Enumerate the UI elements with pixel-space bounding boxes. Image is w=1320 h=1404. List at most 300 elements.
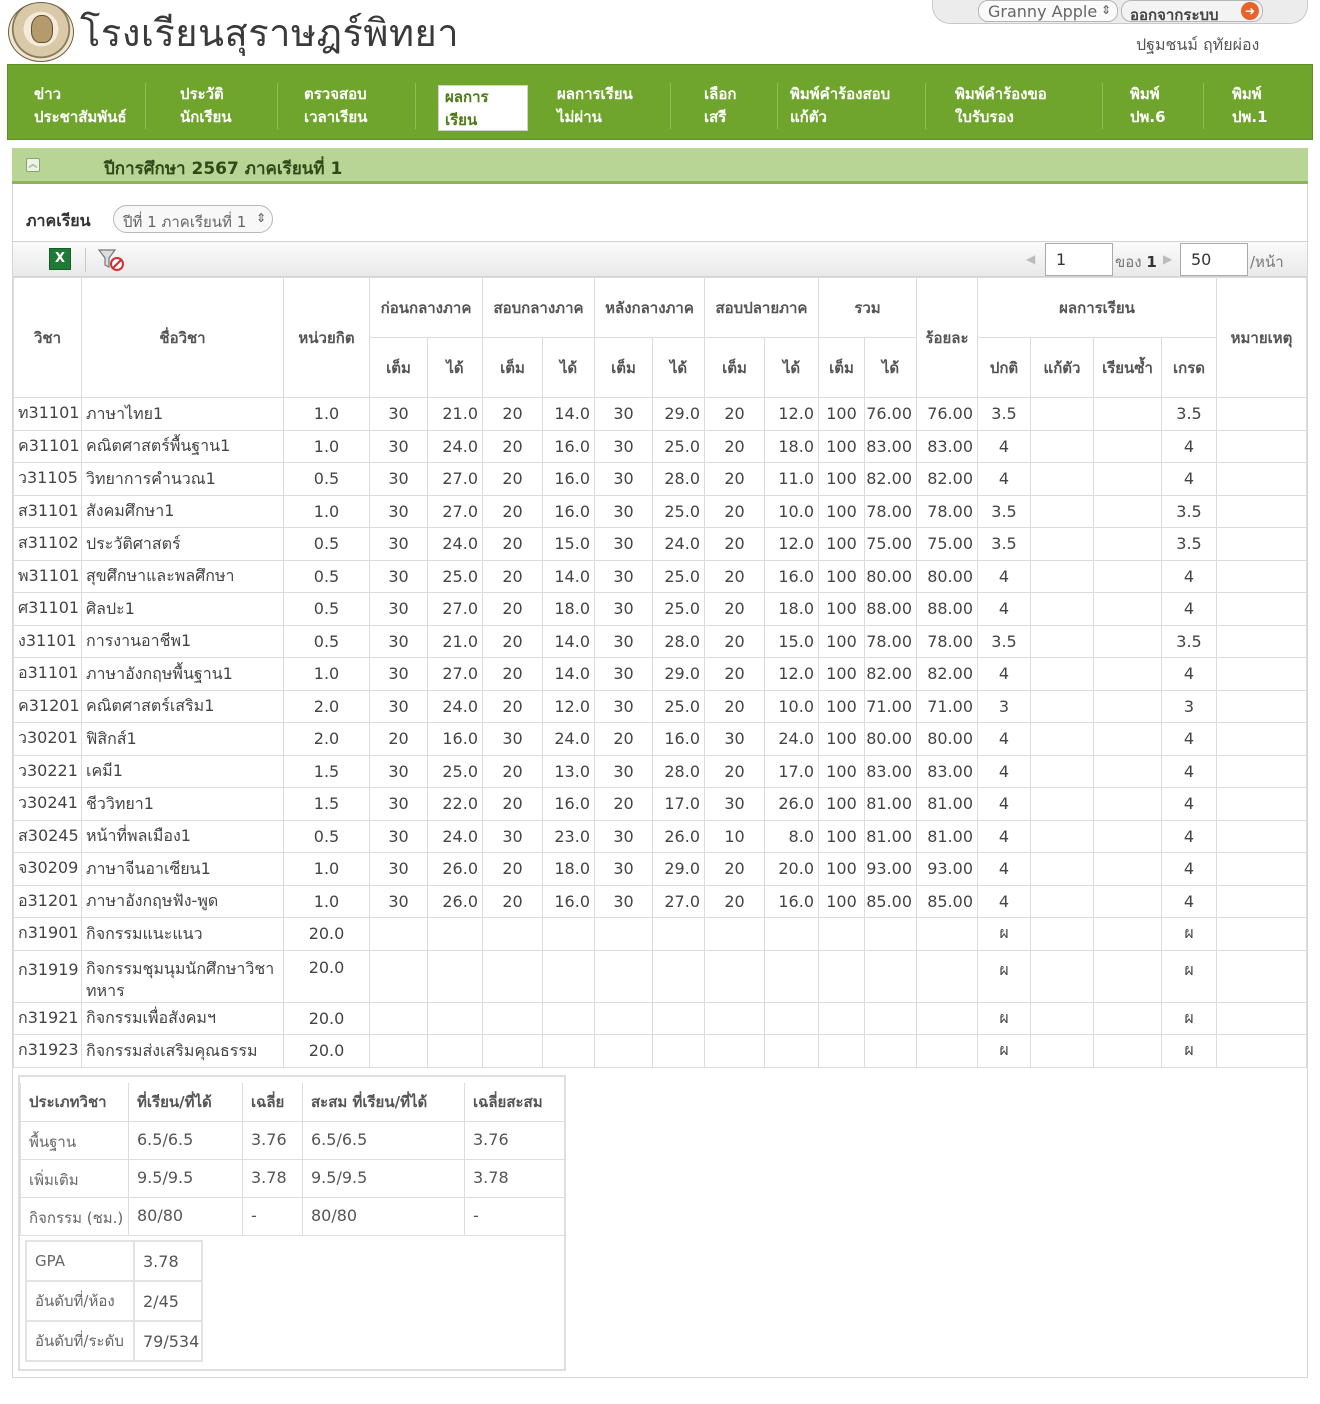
grade-row xyxy=(14,625,1307,658)
cell-note xyxy=(1217,690,1307,723)
summary-cell: 3.78 xyxy=(465,1159,565,1197)
cell-pre-mid-got: 27.0 xyxy=(428,658,483,691)
cell-pre-mid-full xyxy=(370,1035,428,1068)
nav-item-attendance[interactable] xyxy=(298,83,416,129)
cell-pre-mid-full: 30 xyxy=(370,625,428,658)
cell-post-mid-got: 17.0 xyxy=(653,788,705,821)
cell-post-mid-got: 25.0 xyxy=(653,495,705,528)
cell-pre-mid-full: 30 xyxy=(370,463,428,496)
grade-row xyxy=(14,560,1307,593)
cell-post-mid-full xyxy=(595,1035,653,1068)
cell-note xyxy=(1217,528,1307,561)
cell-code: ง31101 xyxy=(14,625,82,658)
cell-final-got: 17.0 xyxy=(765,755,819,788)
cell-percent: 78.00 xyxy=(917,495,978,528)
cell-percent: 85.00 xyxy=(917,885,978,918)
rows-per-page-input[interactable]: 50 xyxy=(1180,243,1248,276)
cell-result-normal: 4 xyxy=(978,820,1031,853)
cell-credit: 1.0 xyxy=(284,885,370,918)
cell-code: ก31923 xyxy=(14,1035,82,1068)
col-header-midterm: สอบกลางภาค xyxy=(483,278,595,338)
term-select[interactable] xyxy=(113,205,273,233)
cell-post-mid-full: 20 xyxy=(595,723,653,756)
cell-post-mid-got: 16.0 xyxy=(653,723,705,756)
cell-total-full: 100 xyxy=(819,593,865,626)
cell-credit: 1.5 xyxy=(284,755,370,788)
col-header-code: วิชา xyxy=(14,278,82,398)
cell-final-got xyxy=(765,1002,819,1035)
summary-cell: 3.78 xyxy=(243,1159,303,1197)
cell-total-full: 100 xyxy=(819,528,865,561)
cell-total-full xyxy=(819,950,865,1002)
cell-post-mid-got: 29.0 xyxy=(653,658,705,691)
cell-credit: 0.5 xyxy=(284,625,370,658)
summary-header-cumulative-average: เฉลี่ยสะสม xyxy=(465,1083,565,1121)
nav-item-student-profile[interactable] xyxy=(174,83,278,129)
cell-mid-full: 20 xyxy=(483,853,543,886)
cell-note xyxy=(1217,918,1307,951)
cell-final-got xyxy=(765,1035,819,1068)
cell-final-full: 30 xyxy=(705,788,765,821)
cell-pre-mid-got: 16.0 xyxy=(428,723,483,756)
cell-total-got: 93.00 xyxy=(865,853,917,886)
grade-row xyxy=(14,430,1307,463)
cell-percent xyxy=(917,1002,978,1035)
cell-pre-mid-got: 24.0 xyxy=(428,690,483,723)
cell-post-mid-got xyxy=(653,1035,705,1068)
cell-final-got: 12.0 xyxy=(765,528,819,561)
cell-credit: 1.0 xyxy=(284,658,370,691)
cell-pre-mid-got: 26.0 xyxy=(428,885,483,918)
summary-row xyxy=(21,1121,565,1159)
cell-grade: ผ xyxy=(1162,1002,1217,1035)
cell-result-normal: 4 xyxy=(978,788,1031,821)
cell-final-full xyxy=(705,1002,765,1035)
cell-result-repeat xyxy=(1094,593,1162,626)
cell-name: เคมี1 xyxy=(82,755,284,788)
cell-name: ประวัติศาสตร์ xyxy=(82,528,284,561)
cell-credit: 20.0 xyxy=(284,950,370,1002)
nav-item-print-pp1[interactable] xyxy=(1226,83,1306,129)
cell-grade: 4 xyxy=(1162,885,1217,918)
cell-total-got: 76.00 xyxy=(865,398,917,431)
clear-filter-icon[interactable] xyxy=(97,247,127,273)
nav-item-print-pp6[interactable] xyxy=(1124,83,1204,129)
nav-item-label: แก้ตัว xyxy=(790,108,827,126)
cell-final-full xyxy=(705,1035,765,1068)
nav-item-electives[interactable] xyxy=(698,83,778,129)
cell-mid-got xyxy=(543,1002,595,1035)
cell-note xyxy=(1217,820,1307,853)
nav-item-label: ปพ.1 xyxy=(1232,108,1268,126)
cell-total-full: 100 xyxy=(819,788,865,821)
cell-total-got: 82.00 xyxy=(865,658,917,691)
cell-credit: 1.0 xyxy=(284,430,370,463)
cell-grade: ผ xyxy=(1162,1035,1217,1068)
cell-final-got: 24.0 xyxy=(765,723,819,756)
cell-result-fix xyxy=(1031,690,1094,723)
logout-label: ออกจากระบบ xyxy=(1130,6,1219,24)
cell-result-normal: ผ xyxy=(978,1002,1031,1035)
cell-final-got: 26.0 xyxy=(765,788,819,821)
cell-result-fix xyxy=(1031,885,1094,918)
cell-final-full xyxy=(705,918,765,951)
cell-name: ภาษาจีนอาเซียน1 xyxy=(82,853,284,886)
cell-note xyxy=(1217,755,1307,788)
summary-header-type: ประเภทวิชา xyxy=(21,1083,129,1121)
cell-result-normal: ผ xyxy=(978,918,1031,951)
cell-total-full: 100 xyxy=(819,885,865,918)
cell-code: ค31201 xyxy=(14,690,82,723)
cell-final-got: 8.0 xyxy=(765,820,819,853)
cell-mid-got xyxy=(543,918,595,951)
cell-result-fix xyxy=(1031,950,1094,1002)
summary-cell: - xyxy=(243,1197,303,1235)
prev-page-icon[interactable]: ◀ xyxy=(1026,252,1036,266)
cell-name: ศิลปะ1 xyxy=(82,593,284,626)
cell-result-fix xyxy=(1031,1035,1094,1068)
cell-final-full: 30 xyxy=(705,723,765,756)
cell-final-got xyxy=(765,918,819,951)
col-header-full: เต็ม xyxy=(705,338,765,398)
cell-final-full: 20 xyxy=(705,495,765,528)
cell-grade: 4 xyxy=(1162,853,1217,886)
cell-mid-full: 20 xyxy=(483,560,543,593)
cell-name: ภาษาไทย1 xyxy=(82,398,284,431)
cell-credit: 20.0 xyxy=(284,1002,370,1035)
cell-mid-full: 20 xyxy=(483,398,543,431)
cell-final-full xyxy=(705,950,765,1002)
cell-credit: 20.0 xyxy=(284,918,370,951)
cell-mid-full: 20 xyxy=(483,528,543,561)
cell-post-mid-got: 28.0 xyxy=(653,625,705,658)
nav-item-label: ข่าว xyxy=(34,85,62,103)
cell-percent: 78.00 xyxy=(917,625,978,658)
cell-total-full: 100 xyxy=(819,398,865,431)
cell-name: วิทยาการคำนวณ1 xyxy=(82,463,284,496)
cell-result-normal: 3.5 xyxy=(978,528,1031,561)
cell-mid-full xyxy=(483,1002,543,1035)
cell-post-mid-full xyxy=(595,1002,653,1035)
cell-note xyxy=(1217,658,1307,691)
cell-code: ส31102 xyxy=(14,528,82,561)
cell-code: ก31901 xyxy=(14,918,82,951)
nav-item-print-retest-form[interactable] xyxy=(784,83,926,129)
cell-total-got: 80.00 xyxy=(865,723,917,756)
cell-pre-mid-got: 21.0 xyxy=(428,398,483,431)
cell-note xyxy=(1217,593,1307,626)
cell-final-full: 20 xyxy=(705,755,765,788)
cell-note xyxy=(1217,430,1307,463)
cell-pre-mid-got: 25.0 xyxy=(428,560,483,593)
cell-post-mid-full: 30 xyxy=(595,593,653,626)
cell-mid-full: 20 xyxy=(483,755,543,788)
nav-item-label: ผลการเรียน xyxy=(557,85,633,103)
cell-name: กิจกรรมแนะแนว xyxy=(82,918,284,951)
cell-pre-mid-full: 30 xyxy=(370,853,428,886)
cell-final-got: 10.0 xyxy=(765,495,819,528)
grade-row xyxy=(14,463,1307,496)
cell-code: ศ31101 xyxy=(14,593,82,626)
cell-total-full: 100 xyxy=(819,820,865,853)
cell-name: การงานอาชีพ1 xyxy=(82,625,284,658)
cell-pre-mid-got: 25.0 xyxy=(428,755,483,788)
nav-item-label: พิมพ์ xyxy=(1130,85,1160,103)
school-logo xyxy=(8,2,74,62)
grades-table-body xyxy=(14,398,1307,1068)
next-page-icon[interactable]: ▶ xyxy=(1163,252,1173,266)
cell-code: ก31921 xyxy=(14,1002,82,1035)
cell-result-normal: 4 xyxy=(978,885,1031,918)
summary-cell: 3.76 xyxy=(465,1121,565,1159)
cell-final-got: 11.0 xyxy=(765,463,819,496)
cell-note xyxy=(1217,398,1307,431)
nav-item-label: นักเรียน xyxy=(180,108,232,126)
col-header-full: เต็ม xyxy=(483,338,543,398)
cell-post-mid-got: 25.0 xyxy=(653,430,705,463)
cell-code: พ31101 xyxy=(14,560,82,593)
cell-percent: 82.00 xyxy=(917,463,978,496)
cell-result-fix xyxy=(1031,593,1094,626)
cell-grade: 4 xyxy=(1162,755,1217,788)
summary-cell: กิจกรรม (ชม.) xyxy=(21,1197,129,1235)
cell-final-full: 20 xyxy=(705,885,765,918)
chevron-updown-icon: ⇕ xyxy=(1100,3,1111,17)
grade-row xyxy=(14,658,1307,691)
cell-pre-mid-full xyxy=(370,1002,428,1035)
col-header-got: ได้ xyxy=(428,338,483,398)
cell-grade: ผ xyxy=(1162,918,1217,951)
cell-post-mid-got: 24.0 xyxy=(653,528,705,561)
cell-pre-mid-full: 30 xyxy=(370,528,428,561)
cell-credit: 2.0 xyxy=(284,723,370,756)
cell-total-got: 71.00 xyxy=(865,690,917,723)
cell-result-fix xyxy=(1031,658,1094,691)
cell-name: หน้าที่พลเมือง1 xyxy=(82,820,284,853)
cell-result-repeat xyxy=(1094,463,1162,496)
nav-item-label: ปพ.6 xyxy=(1130,108,1166,126)
cell-result-normal: 3.5 xyxy=(978,398,1031,431)
cell-result-normal: 4 xyxy=(978,755,1031,788)
cell-result-normal: 3.5 xyxy=(978,495,1031,528)
rows-per-page-label: /หน้า xyxy=(1250,253,1284,271)
rank-class-row xyxy=(26,1281,202,1321)
cell-result-fix xyxy=(1031,788,1094,821)
cell-credit: 1.0 xyxy=(284,398,370,431)
cell-percent: 81.00 xyxy=(917,820,978,853)
cell-result-normal: 4 xyxy=(978,658,1031,691)
cell-post-mid-got: 25.0 xyxy=(653,690,705,723)
cell-result-fix xyxy=(1031,853,1094,886)
cell-post-mid-full: 30 xyxy=(595,625,653,658)
cell-total-full xyxy=(819,1002,865,1035)
cell-result-fix xyxy=(1031,528,1094,561)
cell-pre-mid-got xyxy=(428,1002,483,1035)
cell-post-mid-got xyxy=(653,1002,705,1035)
collapse-icon[interactable]: ︽ xyxy=(26,158,40,172)
cell-mid-full: 20 xyxy=(483,885,543,918)
cell-result-repeat xyxy=(1094,430,1162,463)
cell-mid-got: 18.0 xyxy=(543,853,595,886)
summary-cell: - xyxy=(465,1197,565,1235)
nav-item-label: ผลการ xyxy=(445,88,489,106)
cell-total-got: 83.00 xyxy=(865,430,917,463)
cell-note xyxy=(1217,463,1307,496)
nav-item-grades[interactable] xyxy=(438,85,528,131)
cell-post-mid-full xyxy=(595,950,653,1002)
user-select[interactable] xyxy=(978,0,1118,22)
cell-total-full: 100 xyxy=(819,853,865,886)
cell-mid-full: 20 xyxy=(483,625,543,658)
grade-row xyxy=(14,1002,1307,1035)
cell-credit: 20.0 xyxy=(284,1035,370,1068)
cell-code: ว30241 xyxy=(14,788,82,821)
cell-mid-got: 14.0 xyxy=(543,625,595,658)
cell-result-normal: 3.5 xyxy=(978,625,1031,658)
col-header-got: ได้ xyxy=(653,338,705,398)
rank-class-value: 2/45 xyxy=(134,1281,202,1321)
cell-result-repeat xyxy=(1094,723,1162,756)
summary-header-cumulative: สะสม ที่เรียน/ที่ได้ xyxy=(303,1083,465,1121)
cell-mid-got: 12.0 xyxy=(543,690,595,723)
cell-total-full: 100 xyxy=(819,463,865,496)
cell-code: จ30209 xyxy=(14,853,82,886)
cell-post-mid-got xyxy=(653,950,705,1002)
student-name: ปฐมชนม์ ฤทัยผ่อง xyxy=(1136,35,1260,54)
nav-item-label: ประวัติ xyxy=(180,85,224,103)
cell-mid-full xyxy=(483,950,543,1002)
page-header xyxy=(0,0,1320,64)
cell-percent: 83.00 xyxy=(917,755,978,788)
cell-result-fix xyxy=(1031,723,1094,756)
cell-code: ว31105 xyxy=(14,463,82,496)
nav-item-news[interactable] xyxy=(28,83,146,129)
cell-mid-got: 23.0 xyxy=(543,820,595,853)
grade-row xyxy=(14,495,1307,528)
cell-name: ภาษาอังกฤษฟัง-พูด xyxy=(82,885,284,918)
cell-pre-mid-got: 24.0 xyxy=(428,430,483,463)
cell-total-got: 85.00 xyxy=(865,885,917,918)
cell-name: กิจกรรมส่งเสริมคุณธรรม xyxy=(82,1035,284,1068)
cell-pre-mid-got xyxy=(428,918,483,951)
cell-result-fix xyxy=(1031,1002,1094,1035)
cell-result-repeat xyxy=(1094,658,1162,691)
cell-mid-got: 18.0 xyxy=(543,593,595,626)
cell-mid-got xyxy=(543,950,595,1002)
nav-item-failed-grades[interactable] xyxy=(551,83,671,129)
cell-result-normal: ผ xyxy=(978,950,1031,1002)
summary-cell: พื้นฐาน xyxy=(21,1121,129,1159)
cell-grade: 4 xyxy=(1162,723,1217,756)
cell-final-got xyxy=(765,950,819,1002)
cell-result-fix xyxy=(1031,430,1094,463)
cell-result-repeat xyxy=(1094,853,1162,886)
cell-code: ก31919 xyxy=(14,950,82,1002)
cell-post-mid-got: 27.0 xyxy=(653,885,705,918)
cell-name: กิจกรรมชุมนุมนักศึกษาวิชาทหาร xyxy=(82,950,284,1002)
grade-row xyxy=(14,788,1307,821)
summary-cell: 9.5/9.5 xyxy=(129,1159,243,1197)
cell-total-full: 100 xyxy=(819,495,865,528)
nav-item-label: พิมพ์คำร้องสอบ xyxy=(790,85,891,103)
cell-post-mid-full: 30 xyxy=(595,755,653,788)
cell-percent: 82.00 xyxy=(917,658,978,691)
cell-total-got: 80.00 xyxy=(865,560,917,593)
summary-cell: 3.76 xyxy=(243,1121,303,1159)
cell-total-got: 82.00 xyxy=(865,463,917,496)
cell-result-repeat xyxy=(1094,495,1162,528)
summary-header-studied: ที่เรียน/ที่ได้ xyxy=(129,1083,243,1121)
cell-result-repeat xyxy=(1094,1002,1162,1035)
cell-pre-mid-full: 30 xyxy=(370,593,428,626)
cell-note xyxy=(1217,1035,1307,1068)
cell-result-repeat xyxy=(1094,755,1162,788)
cell-result-normal: 4 xyxy=(978,723,1031,756)
gpa-label: GPA xyxy=(26,1241,134,1281)
cell-mid-full: 20 xyxy=(483,430,543,463)
grade-row xyxy=(14,398,1307,431)
cell-mid-got: 14.0 xyxy=(543,658,595,691)
cell-percent: 83.00 xyxy=(917,430,978,463)
cell-note xyxy=(1217,1002,1307,1035)
cell-pre-mid-full: 30 xyxy=(370,658,428,691)
cell-final-full: 20 xyxy=(705,463,765,496)
cell-credit: 1.0 xyxy=(284,495,370,528)
excel-export-icon[interactable]: X xyxy=(49,248,71,270)
rank-level-row xyxy=(26,1321,202,1361)
cell-pre-mid-got: 21.0 xyxy=(428,625,483,658)
cell-final-full: 20 xyxy=(705,853,765,886)
cell-mid-full: 20 xyxy=(483,463,543,496)
cell-code: อ31101 xyxy=(14,658,82,691)
cell-post-mid-got: 25.0 xyxy=(653,593,705,626)
cell-pre-mid-got: 27.0 xyxy=(428,495,483,528)
col-header-full: เต็ม xyxy=(370,338,428,398)
cell-mid-got: 16.0 xyxy=(543,430,595,463)
cell-result-normal: ผ xyxy=(978,1035,1031,1068)
page-number-input[interactable]: 1 xyxy=(1045,243,1113,276)
user-select-value: Granny Apple xyxy=(988,2,1098,21)
cell-note xyxy=(1217,788,1307,821)
cell-result-repeat xyxy=(1094,820,1162,853)
cell-code: ว30221 xyxy=(14,755,82,788)
cell-result-repeat xyxy=(1094,1035,1162,1068)
cell-result-repeat xyxy=(1094,690,1162,723)
cell-total-got: 81.00 xyxy=(865,820,917,853)
cell-result-repeat xyxy=(1094,398,1162,431)
cell-result-repeat xyxy=(1094,885,1162,918)
cell-total-full: 100 xyxy=(819,690,865,723)
summary-cell: 6.5/6.5 xyxy=(129,1121,243,1159)
cell-pre-mid-full: 30 xyxy=(370,820,428,853)
cell-note xyxy=(1217,723,1307,756)
col-header-name: ชื่อวิชา xyxy=(82,278,284,398)
cell-final-full: 20 xyxy=(705,430,765,463)
grade-row xyxy=(14,755,1307,788)
col-header-repeat: เรียนซ้ำ xyxy=(1094,338,1162,398)
cell-pre-mid-full: 20 xyxy=(370,723,428,756)
nav-item-label: พิมพ์ xyxy=(1232,85,1262,103)
cell-percent: 76.00 xyxy=(917,398,978,431)
grid-toolbar xyxy=(13,241,1307,277)
rank-level-label: อันดับที่/ระดับ xyxy=(26,1321,134,1361)
cell-grade: 4 xyxy=(1162,430,1217,463)
cell-result-repeat xyxy=(1094,950,1162,1002)
nav-item-print-certificate-form[interactable] xyxy=(949,83,1103,129)
cell-post-mid-got: 29.0 xyxy=(653,853,705,886)
logout-button[interactable] xyxy=(1121,0,1263,22)
cell-grade: ผ xyxy=(1162,950,1217,1002)
